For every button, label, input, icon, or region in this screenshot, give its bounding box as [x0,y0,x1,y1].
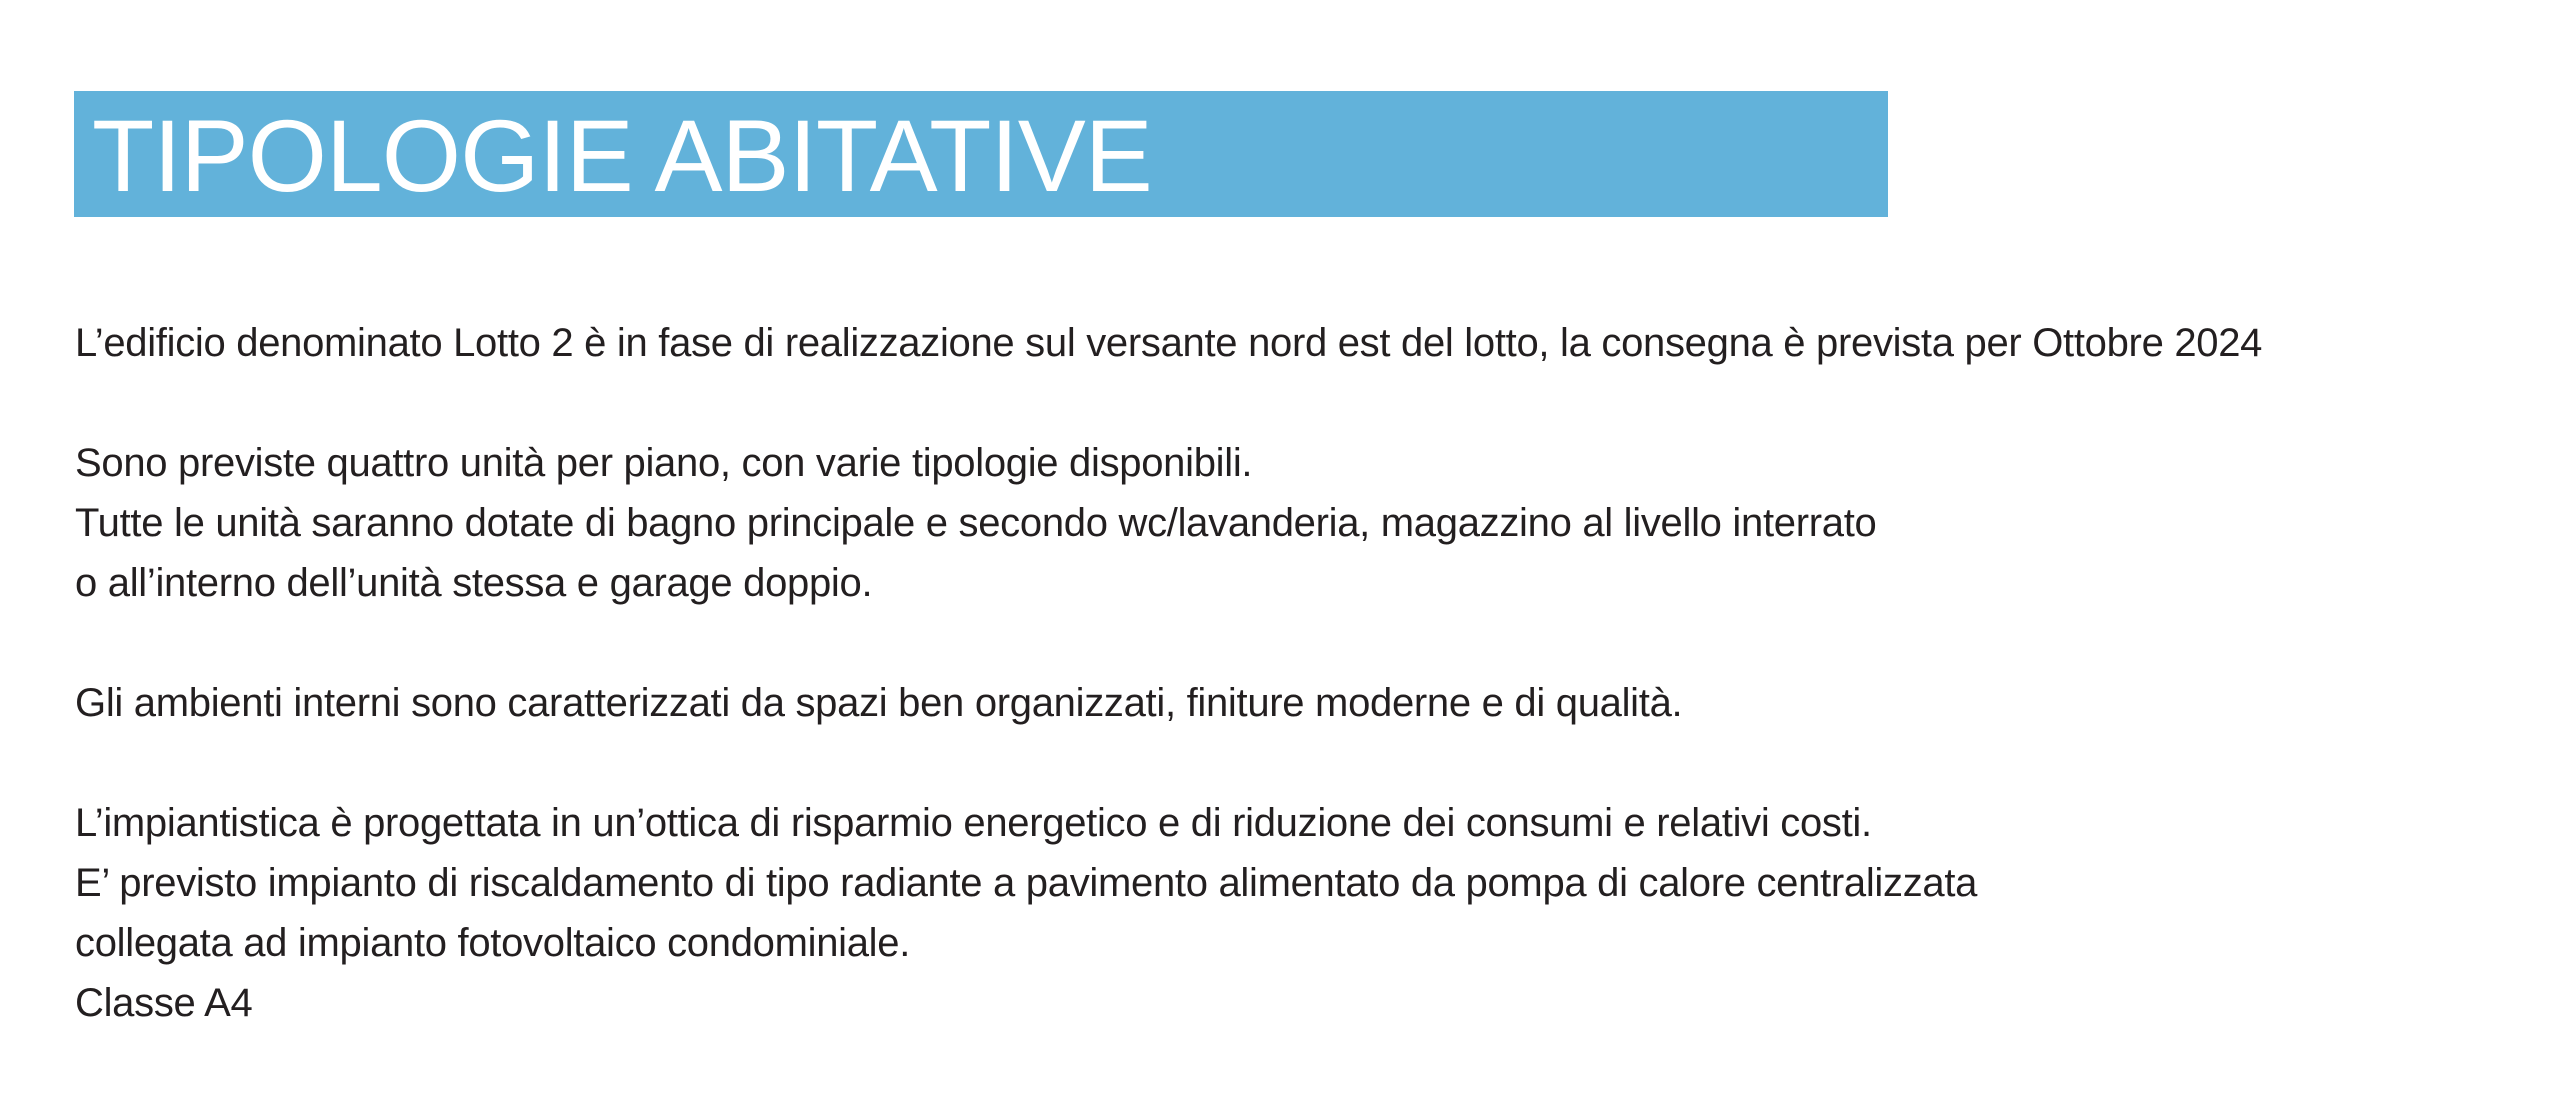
paragraph-units [75,433,2545,613]
text-line: Sono previste quattro unità per piano, con varie tipologie disponibili. [75,441,1253,485]
energy-class: Classe A4 [75,981,253,1025]
text-line: collegata ad impianto fotovoltaico condominiale. [75,921,911,965]
text-line: o all’interno dell’unità stessa e garage doppio. [75,561,873,605]
title-banner [74,91,1888,217]
paragraph-interiors [75,673,2545,733]
text-line: Tutte le unità saranno dotate di bagno principale e secondo wc/lavanderia, magazzino al livello interrato [75,501,1877,545]
page-title: TIPOLOGIE ABITATIVE [92,99,1152,213]
paragraph-systems [75,793,2545,1033]
text-line: E’ previsto impianto di riscaldamento di tipo radiante a pavimento alimentato da pompa di calore centralizzata [75,861,1978,905]
paragraph-delivery [75,313,2545,373]
text-line: L’edificio denominato Lotto 2 è in fase di realizzazione sul versante nord est del lotto, la consegna è prevista per Ottobre 2024 [75,321,2263,365]
text-line: L’impiantistica è progettata in un’ottica di risparmio energetico e di riduzione dei consumi e relativi costi. [75,801,1872,845]
text-line: Gli ambienti interni sono caratterizzati da spazi ben organizzati, finiture moderne e di qualità. [75,681,1683,725]
description-text [75,313,2545,1093]
